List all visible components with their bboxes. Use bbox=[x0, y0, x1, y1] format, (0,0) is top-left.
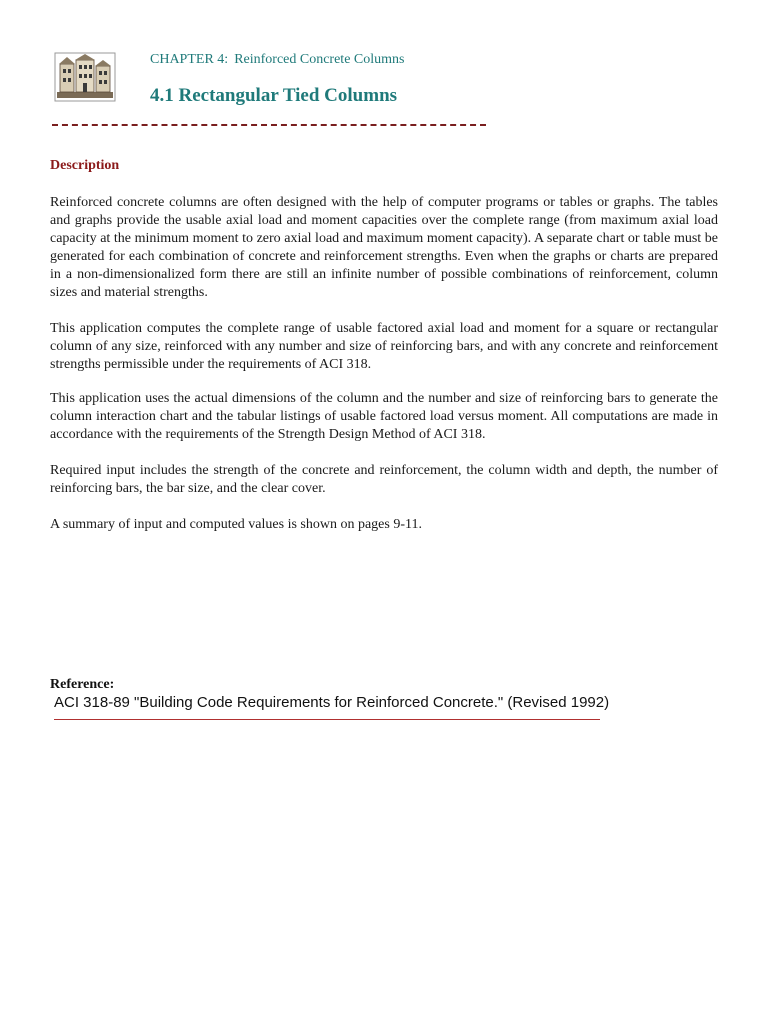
description-paragraph-5: A summary of input and computed values is shown on pages 9-11. bbox=[50, 517, 422, 532]
reference-label: Reference: bbox=[50, 677, 115, 692]
description-paragraph-1: Reinforced concrete columns are often designed with the help of computer programs or tables or graphs. The tables and graphs provide the usable axial load and moment capacities over the complete range (from maximum axial load capacity at the minimum moment to zero axial load and maximum moment capacity). A separate chart or table must be generated for each combination of concrete and reinforcement strengths. Even when the graphs or charts are prepared in a non-dimensionalized form there are still an infinite number of possible combinations of reinforcement, column sizes and material strengths. bbox=[50, 195, 718, 300]
building-icon bbox=[54, 50, 116, 102]
reference-text: ACI 318-89 "Building Code Requirements for Reinforced Concrete." (Revised 1992) bbox=[54, 694, 610, 711]
description-heading: Description bbox=[50, 158, 120, 173]
description-paragraph-4: Required input includes the strength of the concrete and reinforcement, the column width and depth, the number of reinforcing bars, the bar size, and the clear cover. bbox=[50, 463, 718, 496]
section-title: 4.1 Rectangular Tied Columns bbox=[150, 85, 398, 106]
chapter-title: Reinforced Concrete Columns bbox=[234, 52, 405, 67]
dashed-divider bbox=[52, 124, 486, 126]
reference-underline bbox=[54, 719, 600, 720]
chapter-heading bbox=[150, 52, 404, 68]
description-paragraph-3: This application uses the actual dimensions of the column and the number and size of reinforcing bars to generate the column interaction chart and the tabular listings of usable factored load versus moment. All computations are made in accordance with the requirements of the Strength Design Method of ACI 318. bbox=[50, 391, 718, 442]
description-paragraph-2: This application computes the complete range of usable factored axial load and moment for a square or rectangular column of any size, reinforced with any number and size of reinforcing bars, and with any concrete and reinforcement strengths permissible under the requirements of ACI 318. bbox=[50, 321, 718, 372]
chapter-label: CHAPTER 4: bbox=[150, 52, 229, 67]
